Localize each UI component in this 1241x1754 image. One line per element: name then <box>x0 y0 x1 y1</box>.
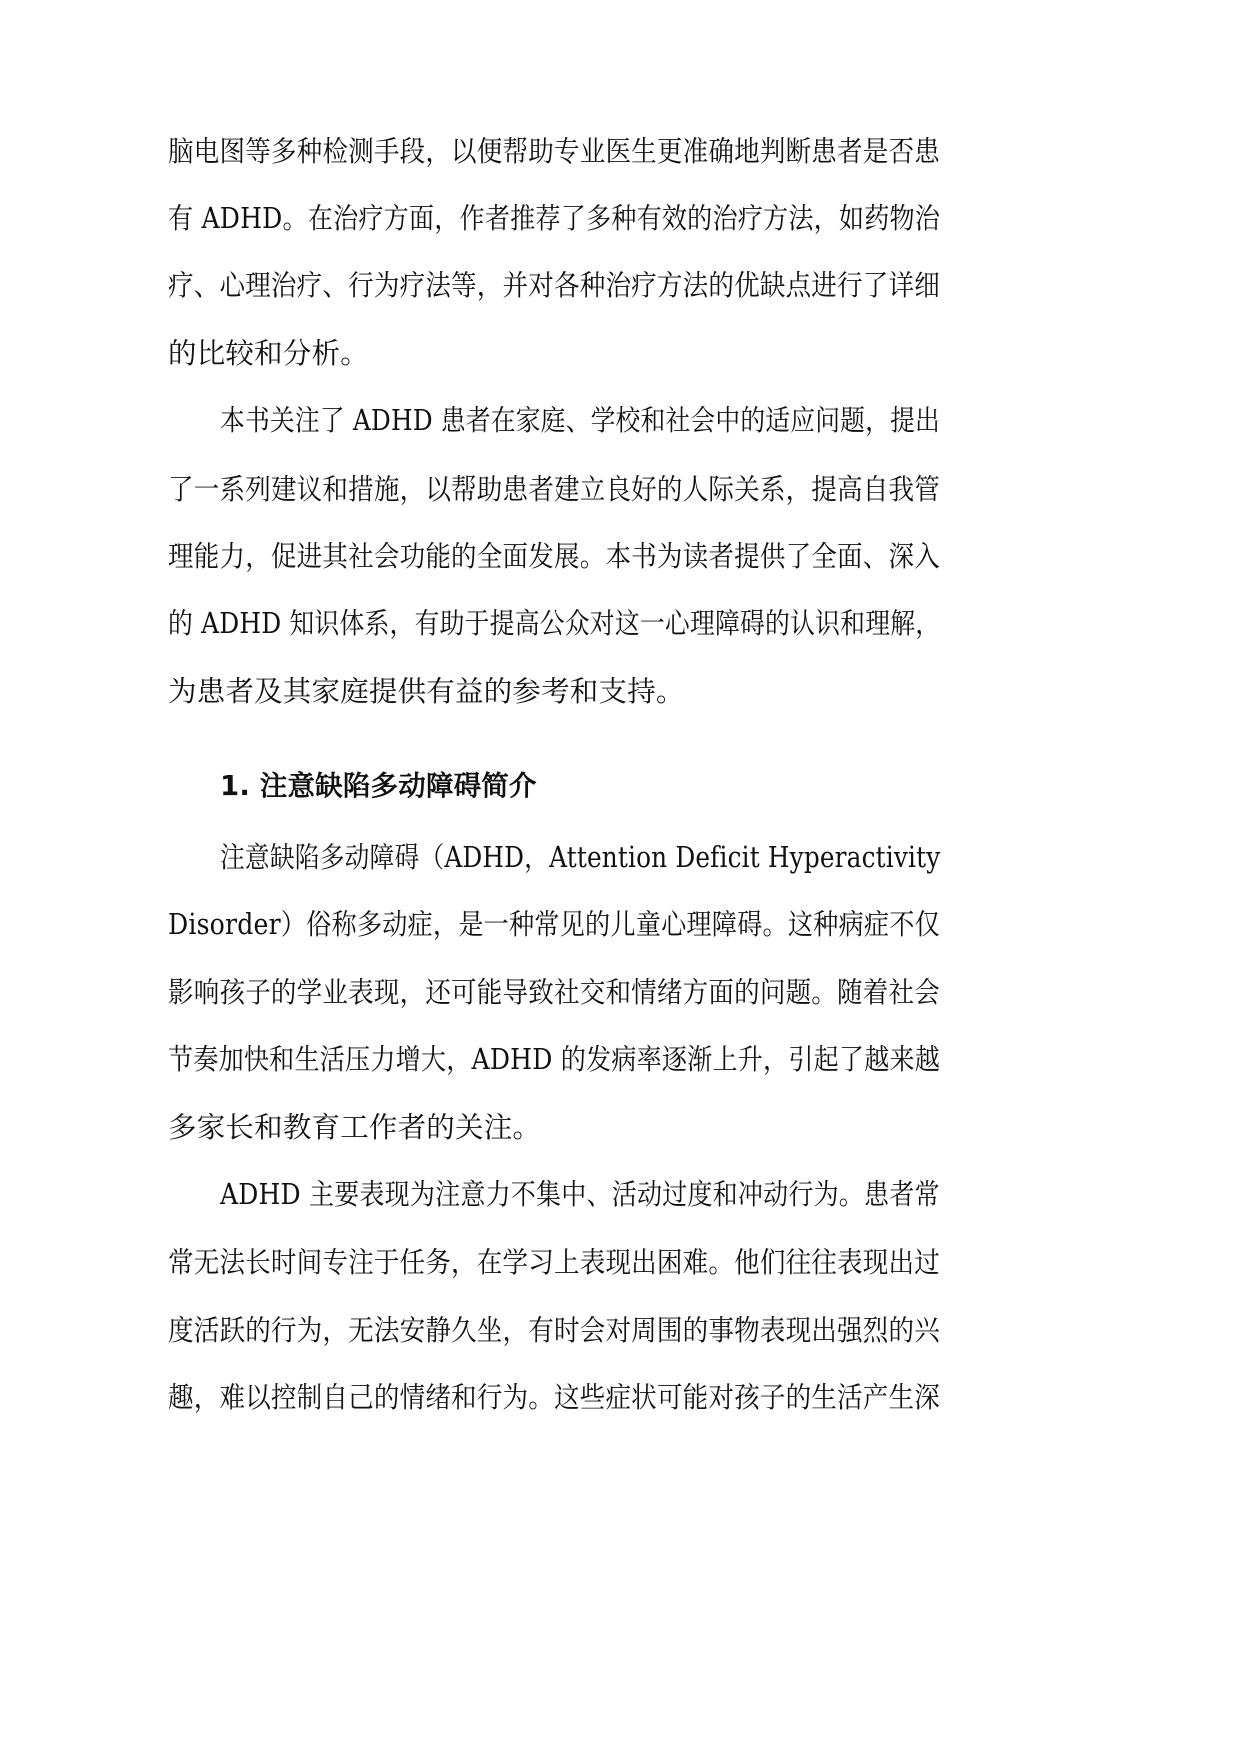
paragraph-4-line-4: 趣，难以控制自己的情绪和行为。这些症状可能对孩子的生活产生深 <box>168 1381 940 1414</box>
paragraph-3-line-5: 多家长和教育工作者的关注。 <box>168 1111 542 1144</box>
paragraph-3-line-4: 节奏加快和生活压力增大，ADHD 的发病率逐渐上升，引起了越来越 <box>168 1043 941 1076</box>
paragraph-2-line-1: 本书关注了 ADHD 患者在家庭、学校和社会中的适应问题，提出 <box>220 404 941 437</box>
paragraph-2-line-4: 的 ADHD 知识体系，有助于提高公众对这一心理障碍的认识和理解， <box>168 607 941 640</box>
paragraph-3-line-2: Disorder）俗称多动症，是一种常见的儿童心理障碍。这种病症不仅 <box>168 908 940 941</box>
paragraph-1-line-4: 的比较和分析。 <box>168 337 369 370</box>
paragraph-1-line-3: 疗、心理治疗、行为疗法等，并对各种治疗方法的优缺点进行了详细 <box>168 269 940 302</box>
paragraph-2-line-5: 为患者及其家庭提供有益的参考和支持。 <box>168 675 685 708</box>
paragraph-3-line-3: 影响孩子的学业表现，还可能导致社交和情绪方面的问题。随着社会 <box>168 976 940 1009</box>
paragraph-1-line-1: 脑电图等多种检测手段，以便帮助专业医生更准确地判断患者是否患 <box>168 135 940 168</box>
paragraph-2-line-2: 了一系列建议和措施，以帮助患者建立良好的人际关系，提高自我管 <box>168 473 940 506</box>
paragraph-1-line-2: 有 ADHD。在治疗方面，作者推荐了多种有效的治疗方法，如药物治 <box>168 202 941 235</box>
paragraph-4-line-1: ADHD 主要表现为注意力不集中、活动过度和冲动行为。患者常 <box>220 1178 940 1211</box>
paragraph-4-line-3: 度活跃的行为，无法安静久坐，有时会对周围的事物表现出强烈的兴 <box>168 1314 940 1347</box>
paragraph-4-line-2: 常无法长时间专注于任务，在学习上表现出困难。他们往往表现出过 <box>168 1246 940 1279</box>
paragraph-3-line-1: 注意缺陷多动障碍（ADHD，Attention Deficit Hyperactivity <box>220 841 941 874</box>
section-heading: 1. 注意缺陷多动障碍简介 <box>220 770 537 802</box>
paragraph-2-line-3: 理能力，促进其社会功能的全面发展。本书为读者提供了全面、深入 <box>168 540 940 573</box>
